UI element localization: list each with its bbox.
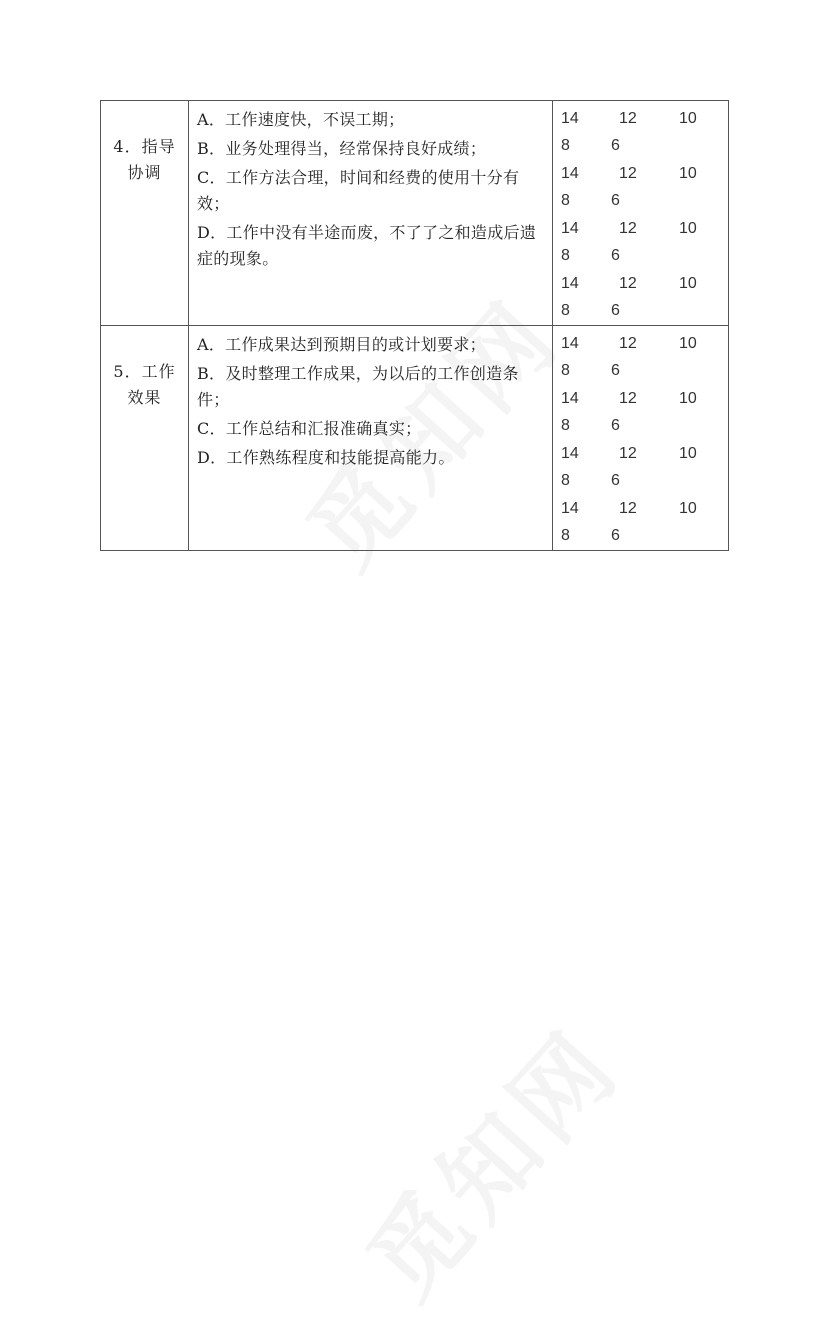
score-group <box>561 105 728 160</box>
score-value: 14 <box>561 445 579 462</box>
score-value: 14 <box>561 165 579 182</box>
criteria-item: B．及时整理工作成果，为以后的工作创造条件； <box>197 364 519 409</box>
evaluation-table <box>100 100 729 551</box>
category-label: 4．指导协调 <box>113 137 176 182</box>
score-value: 14 <box>561 220 579 237</box>
score-value: 10 <box>679 500 697 517</box>
category-cell <box>101 326 189 551</box>
score-value: 6 <box>611 302 620 319</box>
score-value: 6 <box>611 247 620 264</box>
category-label: 5．工作效果 <box>113 362 176 407</box>
score-value: 10 <box>679 275 697 292</box>
criteria-item: C．工作总结和汇报准确真实； <box>197 419 422 438</box>
criteria-cell <box>189 101 553 326</box>
score-group <box>561 160 728 215</box>
score-group <box>561 270 728 325</box>
score-group <box>561 385 728 440</box>
table-row <box>101 326 729 551</box>
score-value: 8 <box>561 247 570 264</box>
score-value: 8 <box>561 192 570 209</box>
score-value: 8 <box>561 137 570 154</box>
score-value: 10 <box>679 220 697 237</box>
score-value: 6 <box>611 192 620 209</box>
criteria-item: D．工作熟练程度和技能提高能力。 <box>197 448 455 467</box>
score-cell <box>553 101 729 326</box>
score-value: 10 <box>679 165 697 182</box>
score-value: 8 <box>561 302 570 319</box>
criteria-item: C．工作方法合理，时间和经费的使用十分有效； <box>197 168 520 213</box>
score-group <box>561 330 728 385</box>
score-value: 12 <box>619 110 637 127</box>
score-value: 8 <box>561 527 570 544</box>
watermark <box>332 995 647 1323</box>
score-group <box>561 495 728 550</box>
score-value: 10 <box>679 390 697 407</box>
score-value: 14 <box>561 335 579 352</box>
score-value: 12 <box>619 445 637 462</box>
criteria-item: B．业务处理得当，经常保持良好成绩； <box>197 139 487 158</box>
score-value: 10 <box>679 110 697 127</box>
table-row <box>101 101 729 326</box>
score-value: 6 <box>611 362 620 379</box>
category-cell <box>101 101 189 326</box>
score-value: 8 <box>561 417 570 434</box>
score-value: 14 <box>561 500 579 517</box>
score-value: 6 <box>611 527 620 544</box>
score-value: 10 <box>679 335 697 352</box>
score-value: 8 <box>561 362 570 379</box>
criteria-item: A．工作速度快，不误工期； <box>197 110 405 129</box>
score-value: 12 <box>619 275 637 292</box>
criteria-item: D．工作中没有半途而废，不了了之和造成后遗症的现象。 <box>197 223 537 268</box>
score-value: 8 <box>561 472 570 489</box>
score-group <box>561 215 728 270</box>
score-value: 10 <box>679 445 697 462</box>
score-value: 12 <box>619 165 637 182</box>
score-group <box>561 440 728 495</box>
score-value: 14 <box>561 390 579 407</box>
score-value: 6 <box>611 137 620 154</box>
score-value: 6 <box>611 417 620 434</box>
score-value: 12 <box>619 335 637 352</box>
criteria-item: A．工作成果达到预期目的或计划要求； <box>197 335 486 354</box>
score-value: 12 <box>619 500 637 517</box>
score-value: 14 <box>561 110 579 127</box>
score-value: 14 <box>561 275 579 292</box>
score-cell <box>553 326 729 551</box>
criteria-cell <box>189 326 553 551</box>
score-value: 12 <box>619 220 637 237</box>
score-value: 6 <box>611 472 620 489</box>
score-value: 12 <box>619 390 637 407</box>
